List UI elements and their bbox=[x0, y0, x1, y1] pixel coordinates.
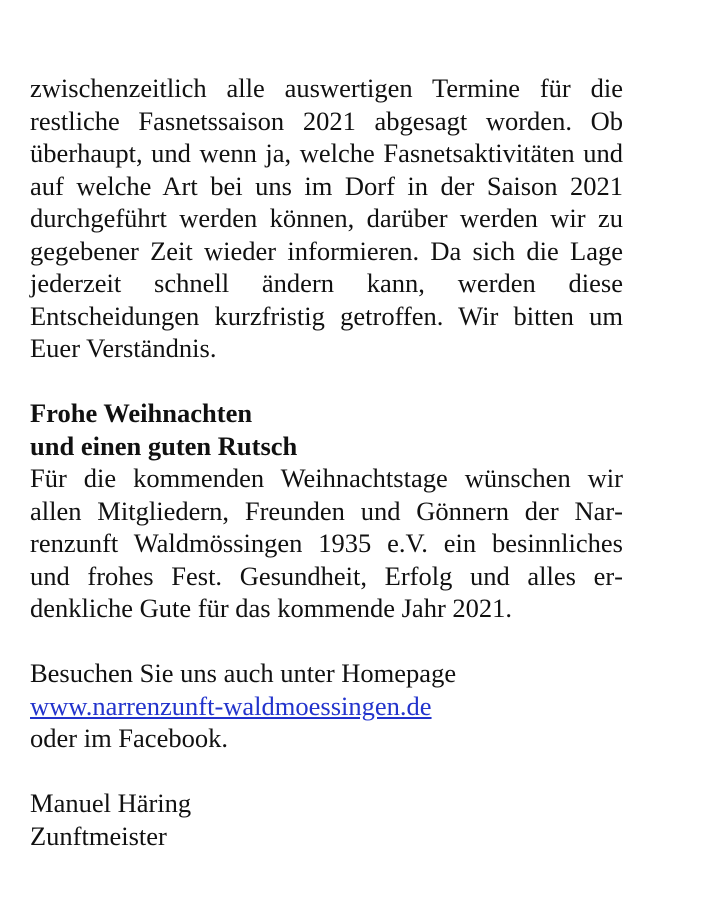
document-page bbox=[30, 72, 623, 852]
greeting-heading-line1: Frohe Weihnachten bbox=[30, 398, 253, 428]
paragraph-gap bbox=[30, 625, 623, 658]
homepage-link[interactable]: www.narrenzunft-waldmoessingen.de bbox=[30, 690, 432, 721]
paragraph-gap bbox=[30, 755, 623, 788]
greeting-paragraph: Für die kommenden Weihnachtstage wünschen wir allen Mitgliedern, Freunden und Gönnern der Narrenzunft Waldmössingen 1935 e.V. ein besinnliches und frohes Fest. Gesundheit, Erfolg und alles erdenkliche Gute für das kommende Jahr 2021. bbox=[30, 463, 623, 623]
intro-paragraph: zwischenzeitlich alle auswertigen Termine für die restliche Fasnetssaison 2021 abgesagt worden. Ob überhaupt, und wenn ja, welche Fasnetsaktivitäten und auf welche Art bei uns im Dorf in der Saison 2021 durchgeführt werden können, darüber werden wir zu gegebener Zeit wieder informieren. Da sich die Lage jederzeit schnell ändern kann, werden diese Entscheidungen kurzfristig getroffen. Wir bitten um Euer Verständnis. bbox=[30, 73, 623, 363]
visit-section bbox=[30, 657, 623, 755]
paragraph-gap bbox=[30, 365, 623, 398]
greeting-section bbox=[30, 397, 623, 625]
greeting-heading-line2: und einen guten Rutsch bbox=[30, 430, 298, 461]
signature-section bbox=[30, 787, 623, 852]
homepage-link-line bbox=[30, 690, 623, 723]
facebook-line: oder im Facebook. bbox=[30, 723, 228, 753]
visit-line: Besuchen Sie uns auch unter Homepage bbox=[30, 658, 457, 688]
signature-title: Zunftmeister bbox=[30, 820, 167, 851]
signature-name: Manuel Häring bbox=[30, 788, 192, 818]
